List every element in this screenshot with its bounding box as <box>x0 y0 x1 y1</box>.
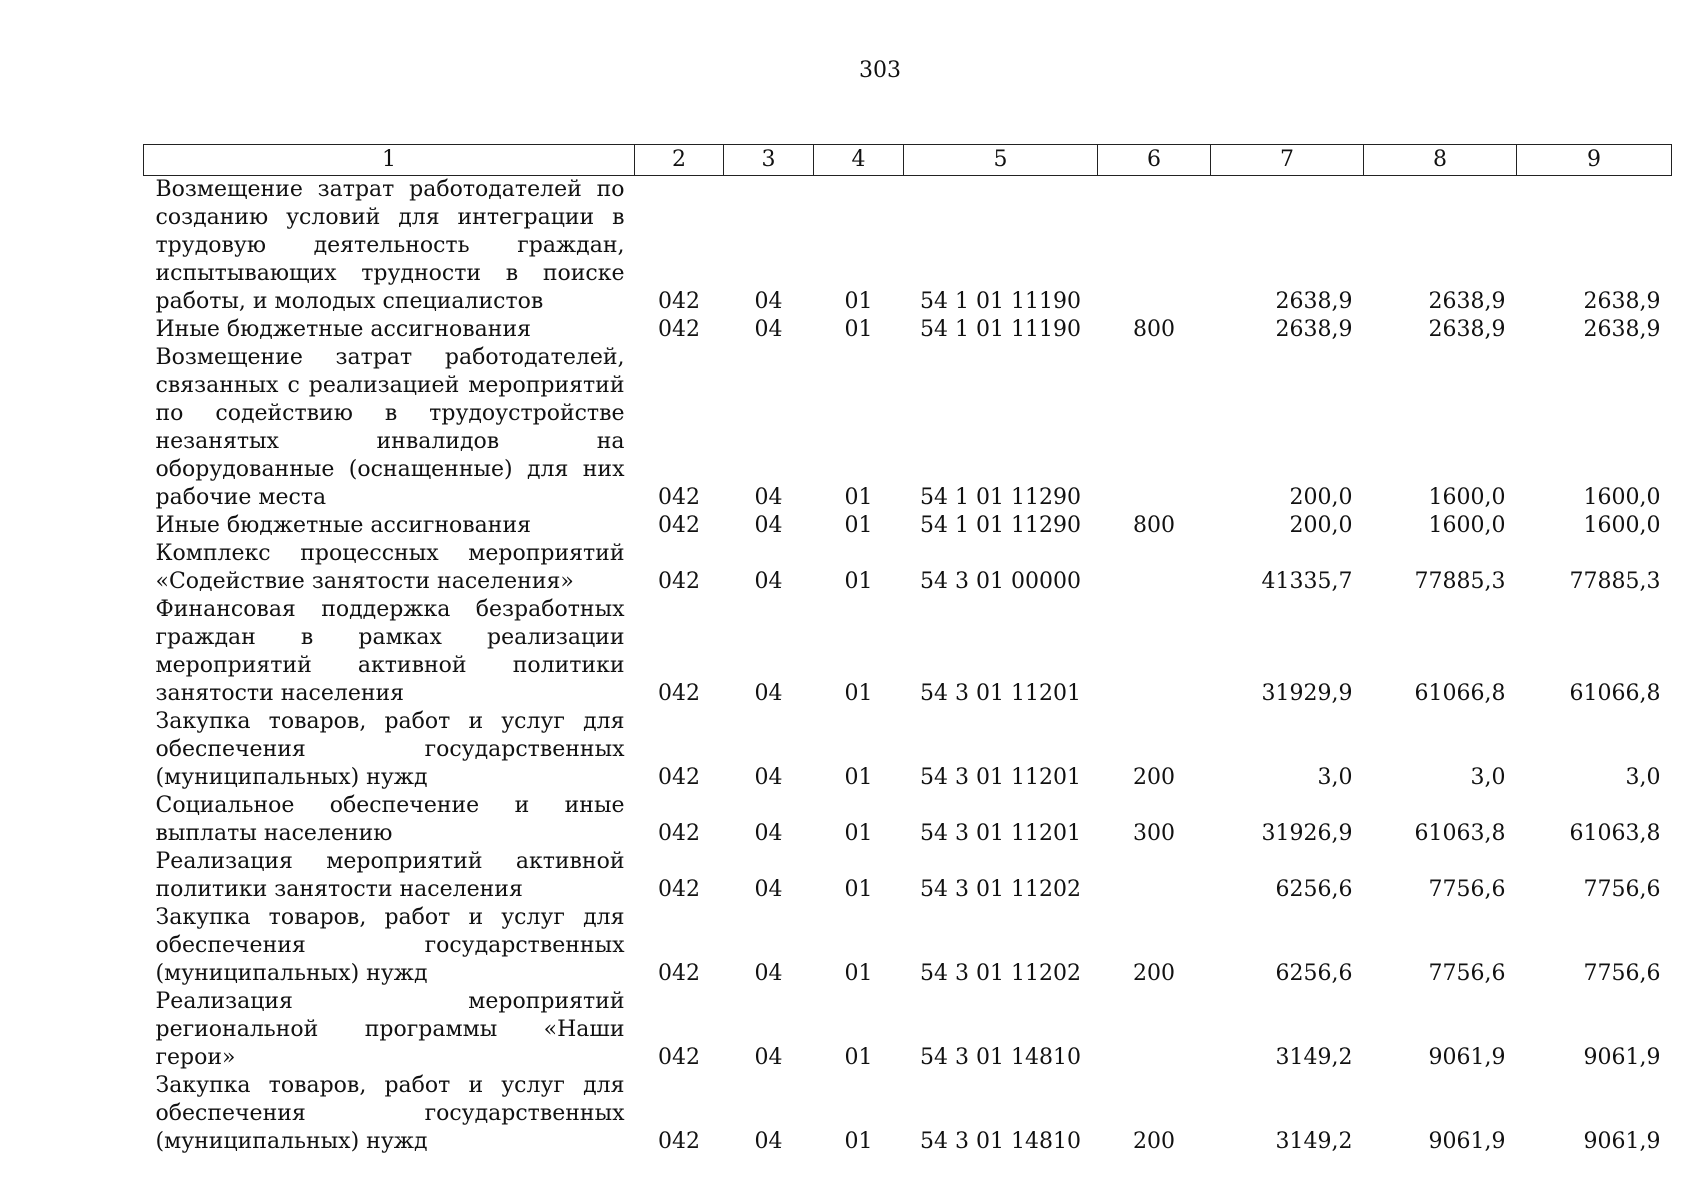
cell-admin-code: 042 <box>658 289 700 314</box>
cell-amount-3: 61063,8 <box>1569 821 1661 846</box>
table-row <box>144 708 1672 792</box>
cell-amount-2: 61063,8 <box>1414 821 1506 846</box>
cell-expense-type: 800 <box>1133 317 1175 342</box>
cell-amount-3: 77885,3 <box>1569 569 1661 594</box>
column-header-4: 4 <box>814 145 904 176</box>
table-row <box>144 904 1672 988</box>
row-name: Реализация мероприятий активной политики занятости населения <box>155 849 625 902</box>
cell-amount-2: 3,0 <box>1470 765 1506 790</box>
cell-admin-code: 042 <box>658 485 700 510</box>
cell-expense-type <box>1098 988 1211 1072</box>
page-number: 303 <box>859 58 901 83</box>
cell-amount-3: 7756,6 <box>1583 877 1661 902</box>
cell-target-article: 54 1 01 11190 <box>920 289 1081 314</box>
cell-amount-3: 2638,9 <box>1583 317 1661 342</box>
cell-amount-3: 2638,9 <box>1583 289 1661 314</box>
cell-amount-2: 7756,6 <box>1428 961 1506 986</box>
cell-target-article: 54 3 01 11202 <box>920 877 1081 902</box>
table-row <box>144 176 1672 317</box>
cell-subsection-code: 01 <box>844 317 873 342</box>
cell-amount-2: 2638,9 <box>1428 289 1506 314</box>
column-header-2: 2 <box>635 145 724 176</box>
cell-expense-type <box>1098 848 1211 904</box>
table-row <box>144 596 1672 708</box>
cell-target-article: 54 1 01 11290 <box>920 485 1081 510</box>
table-row <box>144 344 1672 512</box>
cell-target-article: 54 3 01 14810 <box>920 1129 1081 1154</box>
cell-expense-type <box>1098 540 1211 596</box>
cell-section-code: 04 <box>754 317 783 342</box>
cell-expense-type: 300 <box>1133 821 1175 846</box>
cell-amount-1: 6256,6 <box>1275 961 1353 986</box>
cell-amount-3: 61066,8 <box>1569 681 1661 706</box>
cell-expense-type <box>1098 596 1211 708</box>
cell-section-code: 04 <box>754 821 783 846</box>
row-name: Закупка товаров, работ и услуг для обеспечения государственных (муниципальных) нужд <box>155 905 625 986</box>
column-header-9: 9 <box>1517 145 1672 176</box>
cell-amount-2: 2638,9 <box>1428 317 1506 342</box>
row-name: Реализация мероприятий региональной программы «Наши герои» <box>155 989 625 1070</box>
table-row <box>144 316 1672 344</box>
cell-amount-1: 31929,9 <box>1261 681 1353 706</box>
cell-section-code: 04 <box>754 681 783 706</box>
cell-amount-2: 7756,6 <box>1428 877 1506 902</box>
table-row <box>144 540 1672 596</box>
column-header-3: 3 <box>724 145 814 176</box>
cell-admin-code: 042 <box>658 961 700 986</box>
cell-amount-2: 9061,9 <box>1428 1045 1506 1070</box>
cell-subsection-code: 01 <box>844 821 873 846</box>
cell-subsection-code: 01 <box>844 569 873 594</box>
cell-expense-type: 200 <box>1133 961 1175 986</box>
cell-target-article: 54 3 01 11201 <box>920 821 1081 846</box>
cell-expense-type: 200 <box>1133 765 1175 790</box>
row-name: Иные бюджетные ассигнования <box>155 513 531 538</box>
cell-section-code: 04 <box>754 765 783 790</box>
cell-section-code: 04 <box>754 877 783 902</box>
column-header-1: 1 <box>144 145 635 176</box>
cell-amount-1: 3149,2 <box>1275 1129 1353 1154</box>
cell-amount-3: 9061,9 <box>1583 1129 1661 1154</box>
cell-amount-1: 41335,7 <box>1261 569 1353 594</box>
cell-amount-3: 3,0 <box>1625 765 1661 790</box>
cell-section-code: 04 <box>754 1045 783 1070</box>
cell-expense-type: 800 <box>1133 513 1175 538</box>
row-name: Возмещение затрат работодателей по созданию условий для интеграции в трудовую деятельность граждан, испытывающих трудности в поиске работы, и молодых специалистов <box>155 177 625 314</box>
table-row <box>144 848 1672 904</box>
cell-target-article: 54 3 01 11201 <box>920 681 1081 706</box>
table-body <box>144 176 1672 1157</box>
column-header-7: 7 <box>1211 145 1364 176</box>
cell-amount-3: 7756,6 <box>1583 961 1661 986</box>
cell-amount-1: 31926,9 <box>1261 821 1353 846</box>
cell-section-code: 04 <box>754 513 783 538</box>
cell-subsection-code: 01 <box>844 1129 873 1154</box>
cell-amount-3: 9061,9 <box>1583 1045 1661 1070</box>
cell-subsection-code: 01 <box>844 765 873 790</box>
cell-expense-type <box>1098 344 1211 512</box>
table-row <box>144 1072 1672 1156</box>
cell-amount-2: 1600,0 <box>1428 485 1506 510</box>
cell-section-code: 04 <box>754 1129 783 1154</box>
cell-amount-1: 2638,9 <box>1275 317 1353 342</box>
row-name: Возмещение затрат работодателей, связанных с реализацией мероприятий по содействию в трудоустройстве незанятых инвалидов на оборудованные (оснащенные) для них рабочие места <box>155 345 625 510</box>
row-name: Закупка товаров, работ и услуг для обеспечения государственных (муниципальных) нужд <box>155 709 625 790</box>
cell-amount-1: 3149,2 <box>1275 1045 1353 1070</box>
cell-target-article: 54 3 01 11201 <box>920 765 1081 790</box>
cell-section-code: 04 <box>754 569 783 594</box>
cell-admin-code: 042 <box>658 317 700 342</box>
cell-subsection-code: 01 <box>844 513 873 538</box>
cell-subsection-code: 01 <box>844 961 873 986</box>
cell-admin-code: 042 <box>658 765 700 790</box>
cell-expense-type: 200 <box>1133 1129 1175 1154</box>
table-row <box>144 988 1672 1072</box>
cell-amount-1: 3,0 <box>1317 765 1353 790</box>
cell-subsection-code: 01 <box>844 681 873 706</box>
cell-amount-1: 200,0 <box>1289 513 1353 538</box>
cell-amount-2: 77885,3 <box>1414 569 1506 594</box>
row-name: Комплекс процессных мероприятий «Содействие занятости населения» <box>155 541 625 594</box>
cell-admin-code: 042 <box>658 569 700 594</box>
cell-admin-code: 042 <box>658 821 700 846</box>
row-name: Иные бюджетные ассигнования <box>155 317 531 342</box>
cell-subsection-code: 01 <box>844 1045 873 1070</box>
cell-subsection-code: 01 <box>844 877 873 902</box>
cell-section-code: 04 <box>754 961 783 986</box>
cell-amount-2: 9061,9 <box>1428 1129 1506 1154</box>
column-header-8: 8 <box>1364 145 1517 176</box>
table-row <box>144 792 1672 848</box>
row-name: Финансовая поддержка безработных граждан в рамках реализации мероприятий активной политики занятости населения <box>155 597 625 706</box>
cell-target-article: 54 1 01 11290 <box>920 513 1081 538</box>
cell-amount-3: 1600,0 <box>1583 485 1661 510</box>
column-header-6: 6 <box>1098 145 1211 176</box>
cell-admin-code: 042 <box>658 1129 700 1154</box>
cell-amount-1: 200,0 <box>1289 485 1353 510</box>
row-name: Социальное обеспечение и иные выплаты населению <box>155 793 625 846</box>
column-number-row <box>144 145 1672 176</box>
table-row <box>144 512 1672 540</box>
budget-table <box>143 144 1672 1156</box>
cell-target-article: 54 3 01 14810 <box>920 1045 1081 1070</box>
cell-amount-3: 1600,0 <box>1583 513 1661 538</box>
cell-admin-code: 042 <box>658 513 700 538</box>
cell-amount-1: 6256,6 <box>1275 877 1353 902</box>
column-header-5: 5 <box>904 145 1098 176</box>
cell-subsection-code: 01 <box>844 289 873 314</box>
cell-admin-code: 042 <box>658 877 700 902</box>
cell-admin-code: 042 <box>658 681 700 706</box>
cell-section-code: 04 <box>754 289 783 314</box>
cell-section-code: 04 <box>754 485 783 510</box>
cell-target-article: 54 1 01 11190 <box>920 317 1081 342</box>
cell-target-article: 54 3 01 11202 <box>920 961 1081 986</box>
cell-subsection-code: 01 <box>844 485 873 510</box>
row-name: Закупка товаров, работ и услуг для обеспечения государственных (муниципальных) нужд <box>155 1073 625 1154</box>
cell-amount-2: 1600,0 <box>1428 513 1506 538</box>
cell-expense-type <box>1098 176 1211 317</box>
cell-target-article: 54 3 01 00000 <box>920 569 1081 594</box>
cell-admin-code: 042 <box>658 1045 700 1070</box>
cell-amount-2: 61066,8 <box>1414 681 1506 706</box>
cell-amount-1: 2638,9 <box>1275 289 1353 314</box>
